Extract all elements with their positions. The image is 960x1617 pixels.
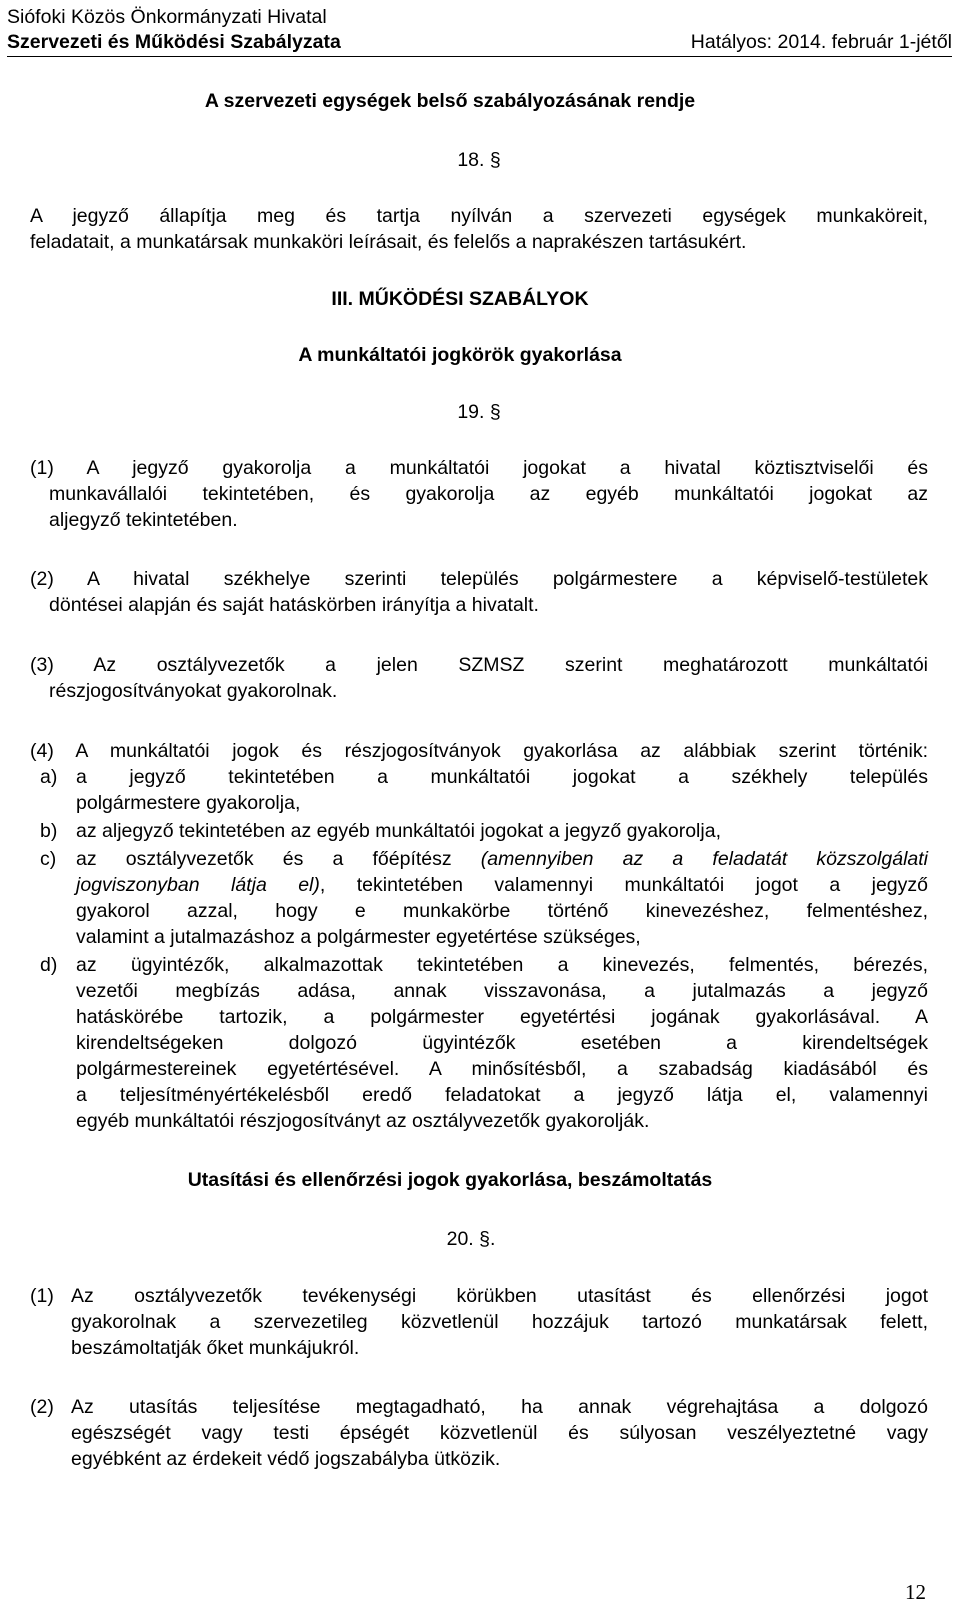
paragraph-number-18: 18. § bbox=[457, 149, 501, 171]
item-c-label: c) bbox=[40, 848, 57, 870]
item-d-l3: hatáskörébe tartozik, a polgármester egyetértési jogának gyakorlásával. A bbox=[76, 1006, 928, 1028]
s19-p1-l3: aljegyző tekintetében. bbox=[49, 509, 238, 531]
s20-p2-l3: egyébként az érdekeit védő jogszabályba ütközik. bbox=[71, 1448, 501, 1470]
item-c-l1a: az osztályvezetők és a főépítész bbox=[76, 848, 481, 870]
part-heading: III. MŰKÖDÉSI SZABÁLYOK bbox=[331, 288, 589, 310]
item-d-l2: vezetői megbízás adása, annak visszavonása, a jutalmazás a jegyző bbox=[76, 980, 928, 1002]
item-c-line2 bbox=[76, 872, 928, 898]
s20-p1-l2: gyakorolnak a szervezetileg közvetlenül hozzájuk tartozó munkatársak felett, bbox=[71, 1311, 928, 1333]
item-c-line1 bbox=[76, 846, 928, 872]
header-effective-date: Hatályos: 2014. február 1-jétől bbox=[690, 31, 952, 53]
s19-p4-intro-line bbox=[30, 738, 928, 764]
header-org: Siófoki Közös Önkormányzati Hivatal bbox=[7, 6, 327, 28]
s19-p3-l2: részjogosítványokat gyakorolnak. bbox=[49, 680, 338, 702]
item-c-l4: valamint a jutalmazáshoz a polgármester egyetértése szükséges, bbox=[76, 926, 641, 948]
s19-p1-l1: A jegyző gyakorolja a munkáltatói jogokat a hivatal köztisztviselői és bbox=[86, 457, 929, 479]
item-c-l2a: jogviszonyban látja el) bbox=[76, 874, 320, 896]
header-doc-title: Szervezeti és Működési Szabályzata bbox=[7, 31, 341, 53]
item-d-l4: kirendeltségeken dolgozó ügyintézők esetében a kirendeltségek bbox=[76, 1032, 928, 1054]
section-title: A szervezeti egységek belső szabályozásának rendje bbox=[204, 90, 696, 112]
item-a-label: a) bbox=[40, 766, 58, 788]
s20-p1-l1: Az osztályvezetők tevékenységi körükben utasítást és ellenőrzési jogot bbox=[71, 1285, 928, 1307]
s19-p3-label: (3) bbox=[30, 654, 54, 676]
s20-p2-label: (2) bbox=[30, 1396, 54, 1418]
item-c-l1b: (amennyiben az a feladatát közszolgálati bbox=[480, 848, 929, 870]
item-d-l5: polgármestereinek egyetértésével. A minősítésből, a szabadság kiadásából és bbox=[76, 1058, 928, 1080]
s20-p2-l2: egészségét vagy testi épségét közvetlenül és súlyosan veszélyeztetné vagy bbox=[71, 1422, 928, 1444]
s19-p3-line1 bbox=[30, 652, 928, 678]
s19-p1-l2: munkavállalói tekintetében, és gyakorolja az egyéb munkáltatói jogokat az bbox=[49, 483, 928, 505]
item-c-l3: gyakorol azzal, hogy e munkakörbe történő kinevezéshez, felmentéshez, bbox=[76, 900, 928, 922]
item-a-l2: polgármestere gyakorolja, bbox=[76, 792, 301, 814]
page-number: 12 bbox=[905, 1580, 926, 1604]
subheading-employer-rights: A munkáltatói jogkörök gyakorlása bbox=[298, 344, 622, 366]
s19-p1-line1 bbox=[30, 455, 928, 481]
s19-p4-intro: A munkáltatói jogok és részjogosítványok gyakorlása az alábbiak szerint történik: bbox=[75, 740, 929, 762]
s19-p2-label: (2) bbox=[30, 568, 54, 590]
s18-line1: A jegyző állapítja meg és tartja nyílván a szervezeti egységek munkaköreit, bbox=[30, 205, 928, 227]
s19-p2-l2: döntései alapján és saját hatáskörben irányítja a hivatalt. bbox=[49, 594, 539, 616]
header-divider bbox=[7, 56, 952, 57]
item-d-label: d) bbox=[40, 954, 58, 976]
s20-p2-l1: Az utasítás teljesítése megtagadható, ha annak végrehajtása a dolgozó bbox=[71, 1396, 928, 1418]
s20-p1-l3: beszámoltatják őket munkájukról. bbox=[71, 1337, 360, 1359]
s19-p2-line1 bbox=[30, 566, 928, 592]
header-line2 bbox=[7, 30, 952, 54]
s19-p2-l1: A hivatal székhelye szerinti település polgármestere a képviselő-testületek bbox=[86, 568, 928, 590]
s20-p1-label: (1) bbox=[30, 1285, 54, 1307]
paragraph-number-20: 20. §. bbox=[446, 1228, 496, 1250]
item-d-l6: a teljesítményértékelésből eredő feladatokat a jegyző látja el, valamennyi bbox=[76, 1084, 928, 1106]
s19-p3-l1: Az osztályvezetők a jelen SZMSZ szerint meghatározott munkáltatói bbox=[93, 654, 928, 676]
item-c-l2b: , tekintetében valamennyi munkáltatói jogot a jegyző bbox=[319, 874, 928, 896]
subheading-instruction-rights: Utasítási és ellenőrzési jogok gyakorlása, beszámoltatás bbox=[187, 1169, 713, 1191]
item-d-l1: az ügyintézők, alkalmazottak tekintetében a kinevezés, felmentés, bérezés, bbox=[76, 954, 928, 976]
page-header bbox=[7, 4, 952, 54]
s18-line2: feladatait, a munkatársak munkaköri leírásait, és felelős a naprakészen tartásukért. bbox=[30, 231, 747, 253]
item-b-l1: az aljegyző tekintetében az egyéb munkáltatói jogokat a jegyző gyakorolja, bbox=[76, 820, 721, 842]
item-a-l1: a jegyző tekintetében a munkáltatói jogokat a székhely település bbox=[76, 766, 928, 788]
s19-p4-label: (4) bbox=[30, 740, 54, 762]
item-d-l7: egyéb munkáltatói részjogosítványt az osztályvezetők gyakorolják. bbox=[76, 1110, 650, 1132]
s19-p1-label: (1) bbox=[30, 457, 54, 479]
item-b-label: b) bbox=[40, 820, 58, 842]
paragraph-number-19: 19. § bbox=[457, 401, 501, 423]
